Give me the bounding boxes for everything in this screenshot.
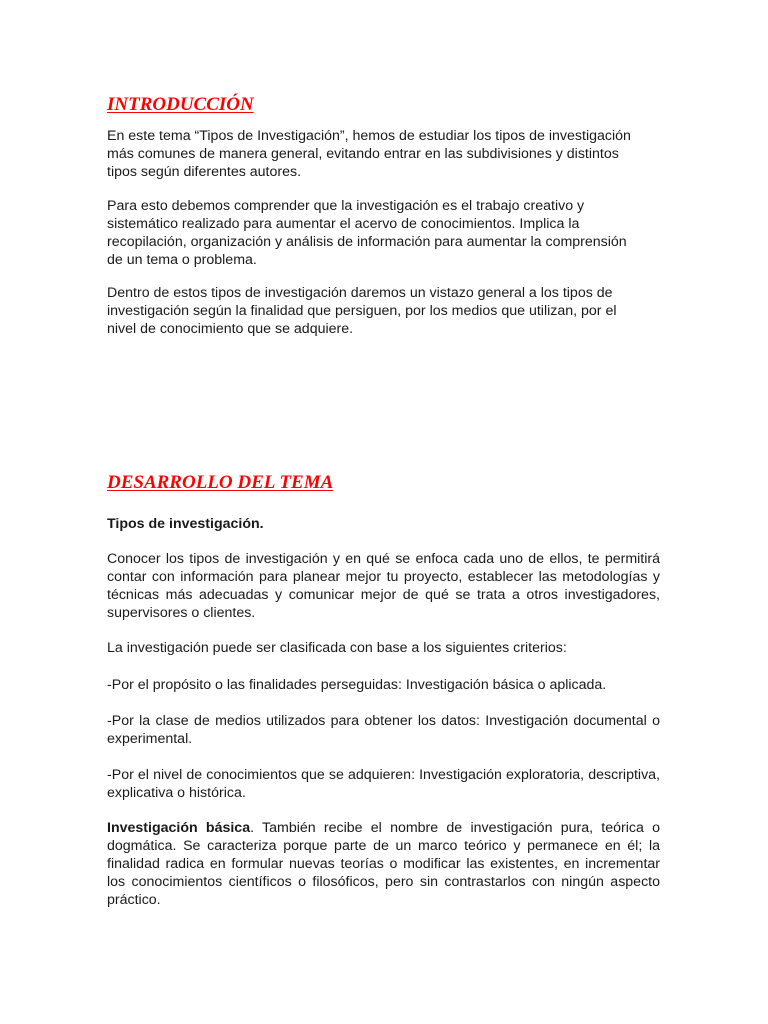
- criterion-purpose: -Por el propósito o las finalidades perseguidas: Investigación básica o aplicada.: [107, 677, 607, 693]
- section-subheading: Tipos de investigación.: [107, 516, 264, 532]
- intro-paragraph-2: Para esto debemos comprender que la investigación es el trabajo creativo y sistemático realizado para aumentar el acervo de conocimientos. Implica la recopilación, organización y análisis de información para aumentar la comprensión de un tema o problema.: [107, 198, 627, 268]
- basic-research-text: . También recibe el nombre de investigación pura, teórica o dogmática. Se caracteriza porque parte de un marco teórico y permanece en él; la finalidad radica en formular nuevas teorías o modificar las existentes, en incrementar los conocimientos científicos o filosóficos, pero sin contrastarlos con ningún aspecto práctico.: [107, 820, 661, 908]
- desarrollo-paragraph-1: Conocer los tipos de investigación y en qué se enfoca cada uno de ellos, te permitirá contar con información para planear mejor tu proyecto, establecer las metodologías y técnicas más adecuadas y comunicar mejor de qué se trata a otros investigadores, supervisores o clientes.: [107, 551, 660, 621]
- basic-research-paragraph: [107, 819, 660, 909]
- criterion-knowledge: -Por el nivel de conocimientos que se adquieren: Investigación exploratoria, descriptiva, explicativa o histórica.: [107, 767, 660, 801]
- criteria-intro: La investigación puede ser clasificada con base a los siguientes criterios:: [107, 640, 567, 656]
- desarrollo-heading: DESARROLLO DEL TEMA: [107, 472, 334, 493]
- intro-heading: INTRODUCCIÓN: [107, 94, 254, 115]
- basic-research-term: Investigación básica: [107, 820, 251, 836]
- intro-paragraph-1: En este tema “Tipos de Investigación”, hemos de estudiar los tipos de investigación más comunes de manera general, evitando entrar en las subdivisiones y distintos tipos según diferentes autores.: [107, 128, 631, 180]
- intro-paragraph-3: Dentro de estos tipos de investigación daremos un vistazo general a los tipos de investigación según la finalidad que persiguen, por los medios que utilizan, por el nivel de conocimiento que se adquiere.: [107, 285, 617, 337]
- criterion-means: -Por la clase de medios utilizados para obtener los datos: Investigación documental o experimental.: [107, 713, 660, 747]
